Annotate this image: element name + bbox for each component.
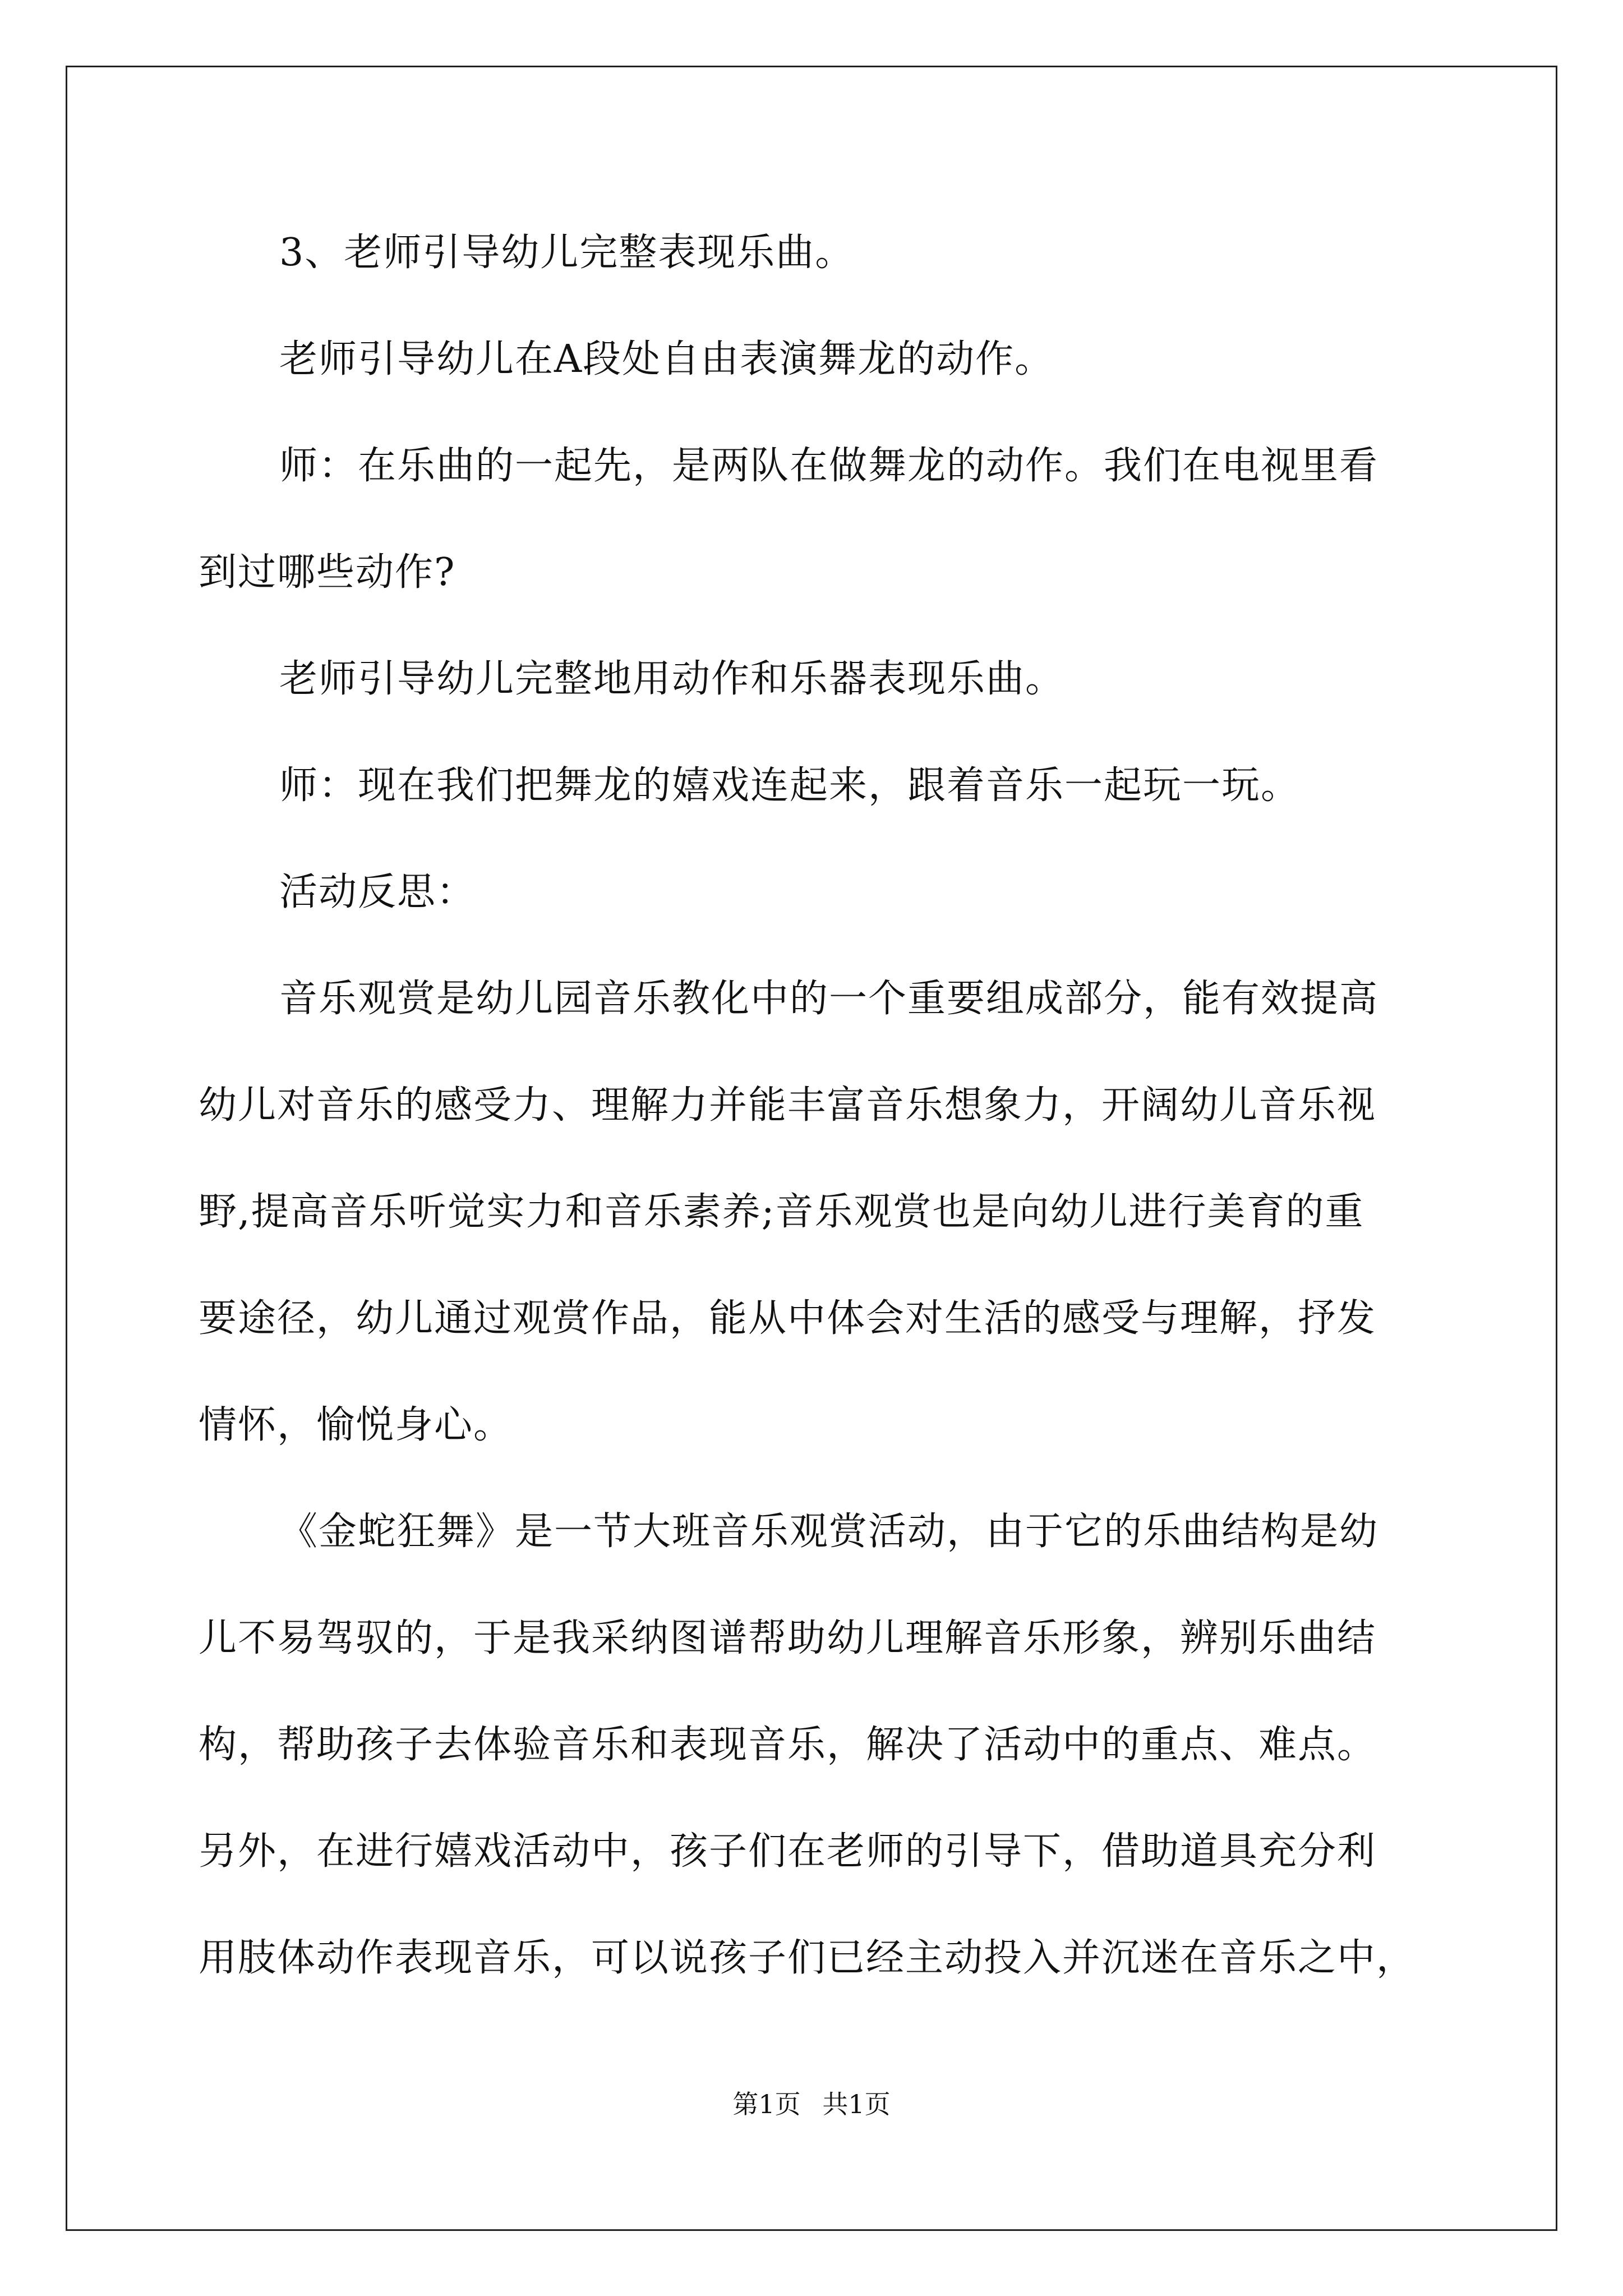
page-footer: [0, 2084, 1623, 2121]
section-heading: 活动反思：: [279, 870, 476, 914]
paragraph-line: 情怀，愉悦身心。: [199, 1403, 513, 1447]
paragraph-line: 师：在乐曲的一起先，是两队在做舞龙的动作。我们在电视里看: [279, 444, 1379, 488]
paragraph-line: 儿不易驾驭的，于是我采纳图谱帮助幼儿理解音乐形象，辨别乐曲结: [199, 1616, 1377, 1660]
paragraph-line: 师：现在我们把舞龙的嬉戏连起来，跟着音乐一起玩一玩。: [279, 763, 1301, 808]
paragraph-line: 老师引导幼儿在A段处自由表演舞龙的动作。: [279, 337, 1054, 381]
paragraph-line: 另外，在进行嬉戏活动中，孩子们在老师的引导下，借助道具充分利: [199, 1829, 1377, 1874]
document-body: [199, 200, 1432, 2012]
paragraph-line: 构，帮助孩子去体验音乐和表现音乐，解决了活动中的重点、难点。: [199, 1723, 1377, 1767]
paragraph-line: 音乐观赏是幼儿园音乐教化中的一个重要组成部分，能有效提高: [279, 977, 1379, 1021]
paragraph-line: 老师引导幼儿完整地用动作和乐器表现乐曲。: [279, 657, 1065, 701]
paragraph-line: 用肢体动作表现音乐，可以说孩子们已经主动投入并沉迷在音乐之中，: [199, 1936, 1416, 1980]
paragraph-line: 3、老师引导幼儿完整表现乐曲。: [279, 231, 855, 275]
paragraph-line: 到过哪些动作?: [199, 550, 456, 595]
page-number: 第1页: [732, 2089, 801, 2119]
paragraph-line: 《金蛇狂舞》是一节大班音乐观赏活动，由于它的乐曲结构是幼: [279, 1510, 1379, 1554]
page-total: 共1页: [822, 2089, 891, 2119]
paragraph-line: 野,提高音乐听觉实力和音乐素养;音乐观赏也是向幼儿进行美育的重: [199, 1190, 1364, 1234]
paragraph-line: 要途径，幼儿通过观赏作品，能从中体会对生活的感受与理解，抒发: [199, 1296, 1377, 1341]
paragraph-line: 幼儿对音乐的感受力、理解力并能丰富音乐想象力，开阔幼儿音乐视: [199, 1083, 1377, 1128]
